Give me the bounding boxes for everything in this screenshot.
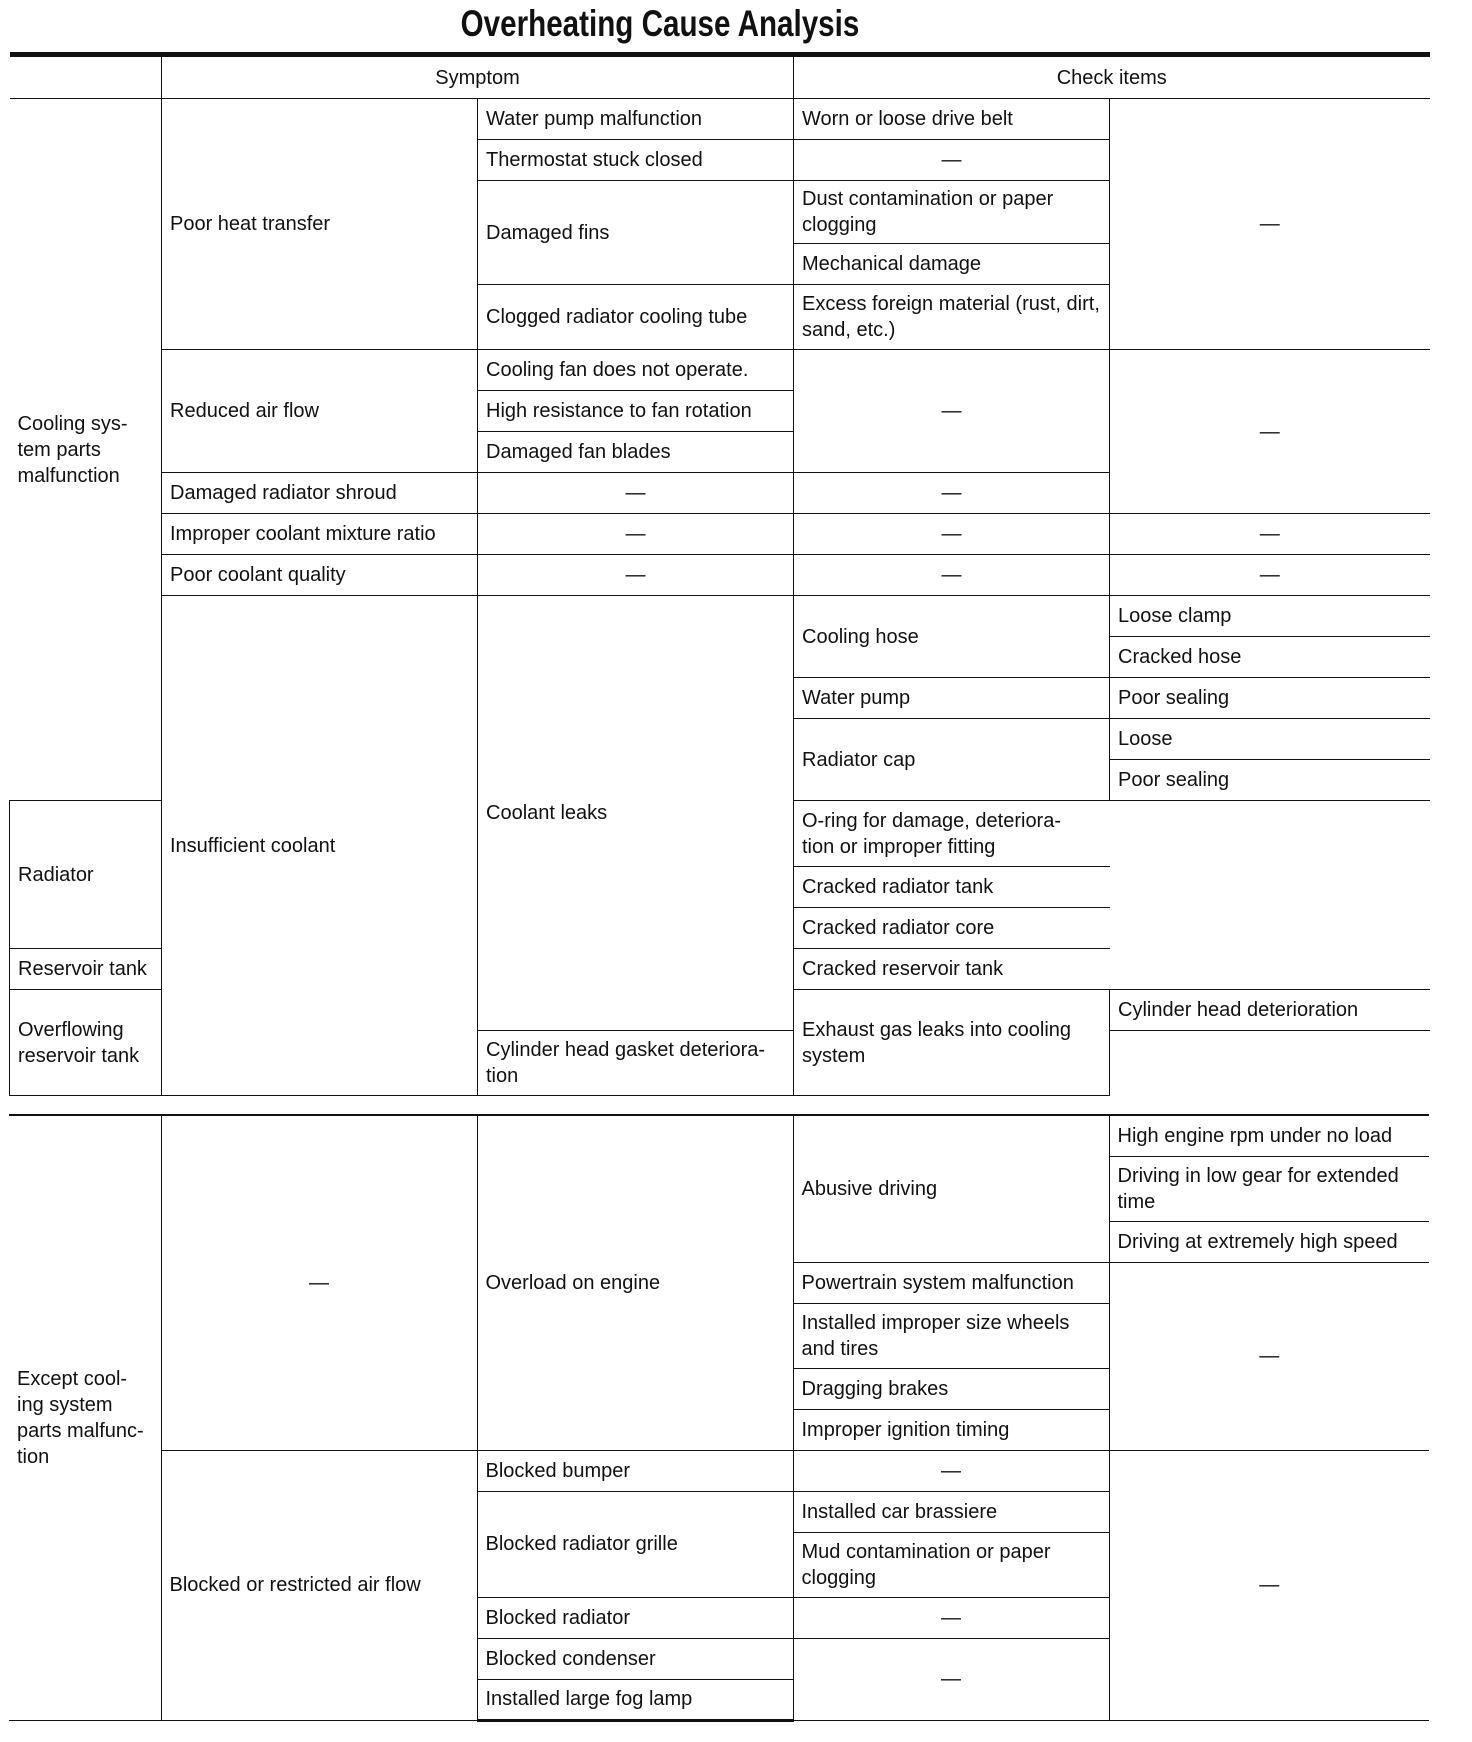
header-blank-cell <box>10 55 162 99</box>
table-row <box>10 555 1430 596</box>
symptom-high-resistance: High resistance to fan rotation <box>478 391 794 432</box>
detail-cracked-hose: Cracked hose <box>1110 637 1430 678</box>
header-symptom: Symptom <box>162 55 794 99</box>
check-dash: — <box>794 140 1110 181</box>
table-row <box>10 596 1430 637</box>
symptom-water-pump-malfunction: Water pump malfunction <box>478 99 794 140</box>
detail-low-gear: Driving in low gear for extended time <box>1109 1156 1429 1221</box>
table-row <box>10 99 1430 140</box>
symptom-blocked-condenser: Blocked condenser <box>477 1638 793 1679</box>
check-dash: — <box>793 1450 1109 1491</box>
detail-dash: — <box>1110 514 1430 555</box>
check-foreign-material: Excess foreign material (rust, dirt, sand, etc.) <box>794 285 1110 350</box>
check-dash: — <box>794 473 1110 514</box>
detail-poor-sealing-cap: Poor sealing <box>1110 760 1430 801</box>
detail-loose-cap: Loose <box>1110 719 1430 760</box>
symptom-coolant-leaks: Coolant leaks <box>478 596 794 1031</box>
cause-dash: — <box>161 1115 477 1450</box>
table-row <box>10 350 1430 391</box>
check-dash: — <box>793 1638 1109 1720</box>
detail-cracked-core: Cracked radiator core <box>794 908 1110 949</box>
symptom-blocked-radiator: Blocked radiator <box>477 1597 793 1638</box>
symptom-damaged-blades: Damaged fan blades <box>478 432 794 473</box>
cause-insufficient-coolant: Insufficient coolant <box>162 596 478 1096</box>
check-cooling-hose: Cooling hose <box>794 596 1110 678</box>
symptom-dash: — <box>478 473 794 514</box>
symptom-clogged-tube: Clogged radiator cooling tube <box>478 285 794 350</box>
detail-poor-sealing-pump: Poor sealing <box>1110 678 1430 719</box>
page-title: Overheating Cause Analysis <box>460 3 860 44</box>
check-dash: — <box>794 350 1110 473</box>
cause-damaged-shroud: Damaged radiator shroud <box>162 473 478 514</box>
check-ignition-timing: Improper ignition timing <box>793 1409 1109 1450</box>
cause-reduced-air-flow: Reduced air flow <box>162 350 478 473</box>
cause-blocked-air-flow: Blocked or restricted air flow <box>161 1450 477 1720</box>
check-dragging-brakes: Dragging brakes <box>793 1368 1109 1409</box>
detail-gasket-deterioration: Cylinder head gasket deteriora- tion <box>478 1031 794 1096</box>
detail-loose-clamp: Loose clamp <box>1110 596 1430 637</box>
overheating-cause-table <box>9 52 1430 1096</box>
detail-dash: — <box>1110 350 1430 514</box>
check-dash: — <box>793 1597 1109 1638</box>
group-cooling-system: Cooling sys- tem parts malfunction <box>10 99 162 801</box>
overheating-cause-table-lower <box>9 1114 1429 1722</box>
detail-dash: — <box>1109 1450 1429 1720</box>
symptom-thermostat: Thermostat stuck closed <box>478 140 794 181</box>
check-car-brassiere: Installed car brassiere <box>793 1491 1109 1532</box>
check-mechanical-damage: Mechanical damage <box>794 244 1110 285</box>
detail-cracked-reservoir: Cracked reservoir tank <box>794 949 1110 990</box>
cause-improper-mixture: Improper coolant mixture ratio <box>162 514 478 555</box>
detail-high-speed: Driving at extremely high speed <box>1109 1221 1429 1262</box>
check-water-pump: Water pump <box>794 678 1110 719</box>
check-mud-clogging: Mud contamination or paper clogging <box>793 1532 1109 1597</box>
check-radiator-cap: Radiator cap <box>794 719 1110 801</box>
table-row <box>9 1450 1429 1491</box>
group-except-cooling: Except cool- ing system parts malfunc- tion <box>9 1115 161 1720</box>
detail-dash: — <box>1109 1262 1429 1450</box>
symptom-fog-lamp: Installed large fog lamp <box>477 1679 793 1720</box>
header-row <box>10 55 1430 99</box>
table-row <box>9 1115 1429 1156</box>
symptom-damaged-fins: Damaged fins <box>478 181 794 285</box>
check-radiator: Radiator <box>10 801 162 949</box>
detail-head-deterioration: Cylinder head deterioration <box>1110 990 1430 1031</box>
detail-dash: — <box>1110 555 1430 596</box>
check-wheels-tires: Installed improper size wheels and tires <box>793 1303 1109 1368</box>
detail-o-ring: O-ring for damage, deteriora- tion or improper fitting <box>794 801 1110 867</box>
symptom-dash: — <box>478 514 794 555</box>
check-dash: — <box>794 555 1110 596</box>
symptom-overflowing: Overflowing reservoir tank <box>10 990 162 1096</box>
detail-cracked-tank: Cracked radiator tank <box>794 867 1110 908</box>
symptom-blocked-grille: Blocked radiator grille <box>477 1491 793 1597</box>
detail-high-rpm: High engine rpm under no load <box>1109 1115 1429 1156</box>
check-exhaust-leaks: Exhaust gas leaks into cooling system <box>794 990 1110 1096</box>
cause-poor-heat-transfer: Poor heat transfer <box>162 99 478 350</box>
symptom-overload: Overload on engine <box>477 1115 793 1450</box>
check-drive-belt: Worn or loose drive belt <box>794 99 1110 140</box>
check-dust-clogging: Dust contamination or paper clogging <box>794 181 1110 244</box>
table-row <box>10 514 1430 555</box>
check-reservoir-tank: Reservoir tank <box>10 949 162 990</box>
detail-dash: — <box>1110 99 1430 350</box>
symptom-dash: — <box>478 555 794 596</box>
check-dash: — <box>794 514 1110 555</box>
check-abusive-driving: Abusive driving <box>793 1115 1109 1262</box>
header-check-items: Check items <box>794 55 1430 99</box>
symptom-fan-not-operate: Cooling fan does not operate. <box>478 350 794 391</box>
symptom-blocked-bumper: Blocked bumper <box>477 1450 793 1491</box>
cause-poor-quality: Poor coolant quality <box>162 555 478 596</box>
check-powertrain: Powertrain system malfunction <box>793 1262 1109 1303</box>
